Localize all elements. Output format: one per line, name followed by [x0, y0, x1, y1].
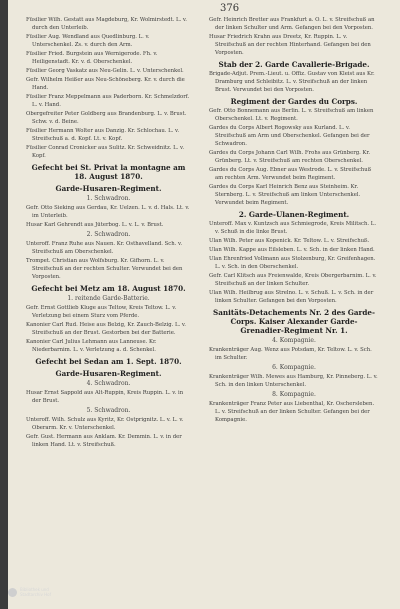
entry-text: Krankenträger Aug. Wenz aus Potsdam, Kr. Teltow. L. v. Sch. im Schulter. — [209, 347, 372, 361]
entry-text: Gardes du Corps Albert Rogowsky aus Kurland. L. v. Streifschuß am Arm und Oberschenkel. Gefangen bei der Schwadron. — [209, 125, 370, 147]
entry-text: Füsilier Hermann Wolter aus Danzig. Kr. Schlochau. L. v. Streifschuß a. d. Kopf. Lt. v. Kopf. — [26, 128, 180, 142]
entry-text: Füsilier Fried. Burgstein aus Wernigerode. Fh. v. Heiligenstadt. Kr. v. d. Oberschenkel. — [26, 51, 158, 65]
entry-text: Gardes du Corps Johann Carl Wilh. Frohs aus Grünberg. Kr. Grünberg. Lt. v. Streifschuß am rechten Oberschenkel. — [209, 150, 371, 164]
entry-text: Trompet. Christian aus Wolfsburg. Kr. Gifhorn. L. v. Streifschuß an der rechten Schulter. Verwundet bei den Vorposten. — [26, 258, 183, 280]
section-heading: Garde-Husaren-Regiment. — [55, 184, 162, 193]
entry-text: Gefr. Heinrich Bretter aus Frankfurt a. O. L. v. Streifschuß an der linken Schulter und Arm. Gefangen bei den Vorposten. — [209, 17, 375, 31]
entry-text: Kanonier Carl Rud. Heise aus Belzig, Kr. Zauch-Belzig. L. v. Streifschuß an der Brust. Gestorben bei der Batterie. — [26, 322, 186, 336]
subsection-heading: 8. Kompagnie. — [272, 391, 316, 398]
entry-text: Unteroff. Max v. Kuntzsch aus Schmiegrode, Kreis Militsch. L. v. Schuß in die linke Brust. — [209, 221, 377, 235]
entry-text: Füsilier Conrad Cronicker aus Sulitz. Kr. Schweidnitz. L. v. Kopf. — [26, 145, 185, 159]
entry-text: Ulan Wilh. Kappe aus Eilsleben. L. v. Sch. in der linken Hand. — [209, 247, 375, 253]
document-page — [8, 0, 400, 609]
section-heading: Gefecht bei Metz am 18. August 1870. — [31, 284, 186, 293]
entry-text: Ulan Ehrenfried Vollmann aus Stolzenburg, Kr. Greifenhagen. L. v. Sch. in den Oberschenkel. — [209, 256, 376, 270]
entry-text: Füsilier Franz Meppelmann aus Paderborn. Kr. Schmelzdorf. L. v. Hand. — [26, 94, 190, 108]
subsection-heading: 1. reitende Garde-Batterie. — [67, 295, 150, 302]
entry-text: Füsilier Aug. Wendland aus Quedlinburg. L. v. Unterschenkel. Zs. v. durch den Arm. — [26, 34, 150, 48]
library-logo-icon — [8, 588, 17, 597]
subsection-heading: 1. Schwadron. — [86, 195, 131, 202]
section-heading: Regiment der Gardes du Corps. — [230, 97, 358, 106]
subsection-heading: 5. Schwadron. — [86, 407, 131, 414]
left-column — [26, 16, 191, 450]
section-heading: Garde-Husaren-Regiment. — [55, 369, 162, 378]
entry-text: Husar Karl Gehrendt aus Jüterbog. L. v. L. v. Brust. — [26, 222, 164, 228]
section-heading: Sanitäts-Detachements Nr. 2 des Garde-Corps. Kaiser Alexander Garde-Grenadier-Regiment Nr. 1. — [213, 308, 375, 335]
entry-text: Husar Friedrich Krahn aus Dreetz, Kr. Ruppin. L. v. Streifschuß an der rechten Hinterhand. Gefangen bei den Vorposten. — [209, 34, 371, 56]
section-heading: Gefecht bei St. Privat la montagne am 18. August 1870. — [31, 163, 186, 181]
subsection-heading: 4. Kompagnie. — [272, 337, 316, 344]
entry-text: Ulan Wilh. Heilbrug aus Strelno. L. v. Schuß. L. v. Sch. in der linken Schulter. Gefangen bei den Vorposten. — [209, 290, 374, 304]
library-credit-line-1: Bibliothek und — [20, 587, 49, 592]
entry-text: Krankenträger Franz Peter aus Liebenthal, Kr. Oschersleben. L. v. Streifschuß an der linken Schulter. Gefangen bei der Kompagnie. — [209, 401, 375, 423]
entry-text: Ulan Wilh. Peter aus Kopenick. Kr. Teltow. L. v. Streifschuß. — [209, 238, 370, 244]
entry-text: Gardes du Corps Aug. Ebner aus Westrode. L. v. Streifschuß am rechten Arm. Verwundet beim Regiment. — [209, 167, 372, 181]
library-credit — [20, 587, 51, 597]
section-heading: Gefecht bei Sedan am 1. Sept. 1870. — [35, 357, 182, 366]
subsection-heading: 2. Schwadron. — [86, 231, 131, 238]
entry-text: Gefr. Wilhelm Heißer aus Neu-Schöneberg. Kr. v. durch die Hand. — [26, 77, 185, 91]
subsection-heading: 6. Kompagnie. — [272, 364, 316, 371]
subsection-heading: 4. Schwadron. — [86, 380, 131, 387]
page-number: 376 — [220, 3, 240, 14]
entry-text: Unteroff. Franz Ruhe aus Nauen. Kr. Osthavelland. Sch. v. Streifschuß am Oberschenkel. — [26, 241, 183, 255]
section-heading: 2. Garde-Ulanen-Regiment. — [238, 210, 350, 219]
entry-text: Füsilier Georg Vaskatz aus Neu-Gelin. L. v. Unterschenkel. — [26, 68, 184, 74]
entry-text: Krankenträger Wilh. Mewes aus Hamburg, Kr. Pinneberg. L. v. Sch. in den linken Unterschenkel. — [209, 374, 378, 388]
entry-text: Kanonier Carl Julius Lehmann aus Lanneuse. Kr. Niederbarnim. L. v. Verletzung a. d. Schenkel. — [26, 339, 157, 353]
right-column — [209, 16, 379, 425]
library-credit-line-2: Stadtarchiv Hof — [20, 592, 52, 597]
entry-text: Obergefreiter Peter Goldberg aus Brandenburg. L. v. Brust. Schw. v. d. Beine. — [26, 111, 187, 125]
entry-text: Gefr. Otto Sieking aus Gerdau, Kr. Uelzen. L. v. d. Hals. Lt. v. im Unterleib. — [26, 205, 190, 219]
entry-text: Unteroff. Wilh. Schulz aus Kyritz, Kr. Ostprignitz. L. v. L. v. Oberarm. Kr. v. Unterschenkel. — [26, 417, 184, 431]
entry-text: Gefr. Gust. Hermann aus Anklam. Kr. Demmin. L. v. in der linken Hand. Lt. v. Streifschuß. — [26, 434, 182, 448]
entry-text: Gardes du Corps Karl Heinrich Benz aus Steinheim. Kr. Sternberg. L. v. Streifschuß am linken Unterschenkel. Verwundet beim Regiment. — [209, 184, 361, 206]
entry-text: Husar Ernst Sappold aus Alt-Ruppin, Kreis Ruppin. L. v. in der Brust. — [26, 390, 184, 404]
entry-text: Füsilier Wilh. Gestatt aus Magdeburg, Kr. Wolmirstedt. L. v. durch den Unterleib. — [26, 17, 187, 31]
entry-text: Gefr. Carl Klitsch aus Freienwalde, Kreis Obergerbarnim. L. v. Streifschuß an der linken Schulter. — [209, 273, 377, 287]
entry-text: Gefr. Ernst Gottlieb Kluge aus Teltow, Kreis Teltow. L. v. Verletzung bei einem Sturz vom Pferde. — [26, 305, 177, 319]
entry-text: Brigade-Adjut. Prem.-Lieut. u. Offiz. Gustav von Kleist aus Kr. Dramburg und Schleibitz. L. v. Streifschuß an der linken Brust. Verwundet bei den Vorposten. — [209, 71, 375, 93]
entry-text: Gefr. Otto Bonnemann aus Berlin. L. v. Streifschuß am linken Oberschenkel. Lt. v. Regiment. — [209, 108, 374, 122]
section-heading: Stab der 2. Garde Cavallerie-Brigade. — [218, 60, 370, 69]
